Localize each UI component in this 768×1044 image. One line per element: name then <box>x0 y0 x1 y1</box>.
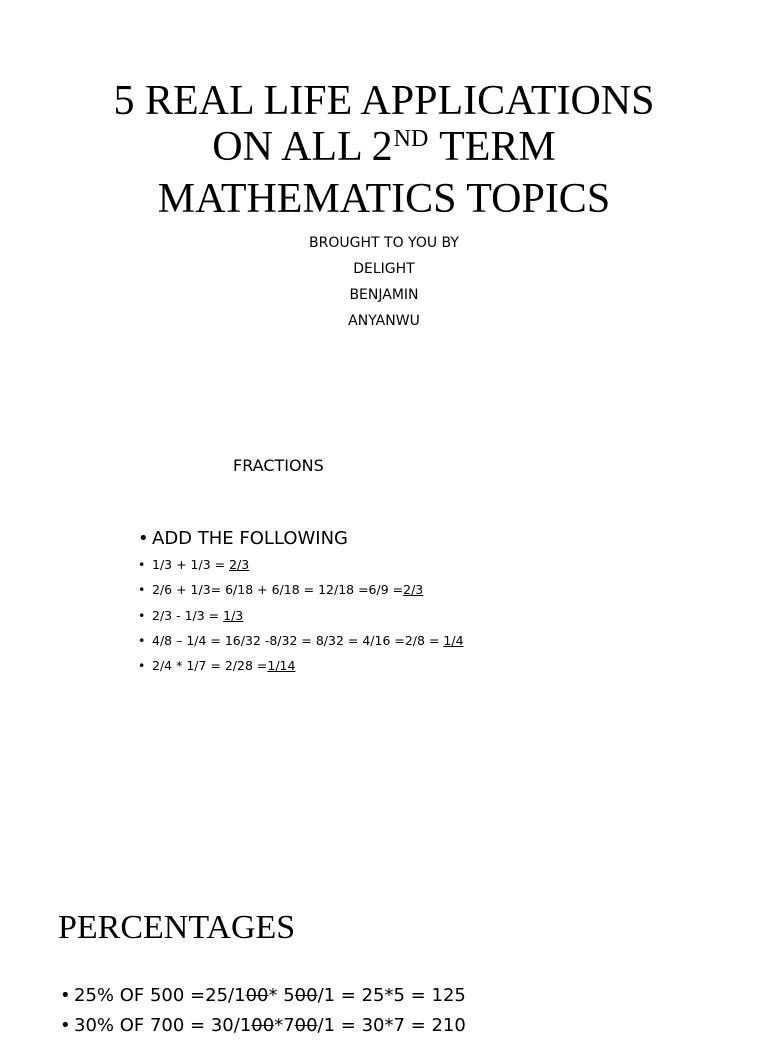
cancelled-digits: 00 <box>294 1015 318 1036</box>
byline-line: ANYANWU <box>348 313 420 329</box>
percentages-heading: PERCENTAGES <box>58 909 296 946</box>
list-item <box>138 556 464 581</box>
bullet: • <box>138 582 146 598</box>
fractions-heading: FRACTIONS <box>233 456 324 475</box>
equation-part: * 5 <box>268 985 295 1006</box>
equation-answer: 1/14 <box>267 658 296 674</box>
byline-line: BROUGHT TO YOU BY <box>309 235 459 251</box>
equation-answer: 1/4 <box>443 632 464 648</box>
equation-part: *7 <box>274 1015 295 1036</box>
bullet: • <box>138 557 146 572</box>
list-item <box>138 632 464 657</box>
equation-part: /1 = 25*5 = 125 <box>317 985 466 1006</box>
bullet: • <box>138 607 146 623</box>
list-item <box>138 607 464 632</box>
equation-text: 2/3 - 1/3 = <box>152 607 224 623</box>
title-superscript: ND <box>393 126 429 152</box>
title-line-2-post: TERM <box>429 124 556 170</box>
percentages-list <box>60 984 466 1044</box>
list-item <box>138 528 464 550</box>
equation-part: 30% OF 700 = 30/1 <box>74 1015 252 1036</box>
byline-line: DELIGHT <box>353 261 415 277</box>
bullet: • <box>60 985 71 1006</box>
title-line-2-pre: ON ALL 2 <box>212 124 393 170</box>
equation-answer: 1/3 <box>223 607 244 623</box>
equation-text: 2/4 * 1/7 = 2/28 = <box>152 658 268 674</box>
bullet: • <box>60 1015 71 1036</box>
cancelled-digits: 00 <box>251 1015 275 1036</box>
fractions-list <box>138 528 464 682</box>
list-item-text: ADD THE FOLLOWING <box>152 528 349 549</box>
equation-text: 4/8 – 1/4 = 16/32 -8/32 = 8/32 = 4/16 =2/8 = <box>152 632 444 648</box>
list-item <box>138 657 464 682</box>
title-line-2 <box>0 124 768 176</box>
equation-part: /1 = 30*7 = 210 <box>317 1015 466 1036</box>
bullet: • <box>138 632 146 648</box>
author-byline <box>0 230 768 334</box>
equation-answer: 2/3 <box>403 582 424 598</box>
bullet: • <box>138 528 149 549</box>
slide-title <box>0 78 768 222</box>
equation-text: 2/6 + 1/3= 6/18 + 6/18 = 12/18 =6/9 = <box>152 582 404 598</box>
bullet: • <box>138 658 146 674</box>
title-line-3: MATHEMATICS TOPICS <box>157 176 611 222</box>
list-item <box>60 984 466 1014</box>
cancelled-digits: 00 <box>245 985 269 1006</box>
title-line-1: 5 REAL LIFE APPLICATIONS <box>113 78 655 124</box>
equation-answer: 2/3 <box>229 557 250 572</box>
list-item <box>60 1014 466 1044</box>
equation-part: 25% OF 500 =25/1 <box>74 985 246 1006</box>
cancelled-digits: 00 <box>294 985 318 1006</box>
equation-text: 1/3 + 1/3 = <box>152 557 230 572</box>
byline-line: BENJAMIN <box>349 287 419 303</box>
list-item <box>138 581 464 606</box>
